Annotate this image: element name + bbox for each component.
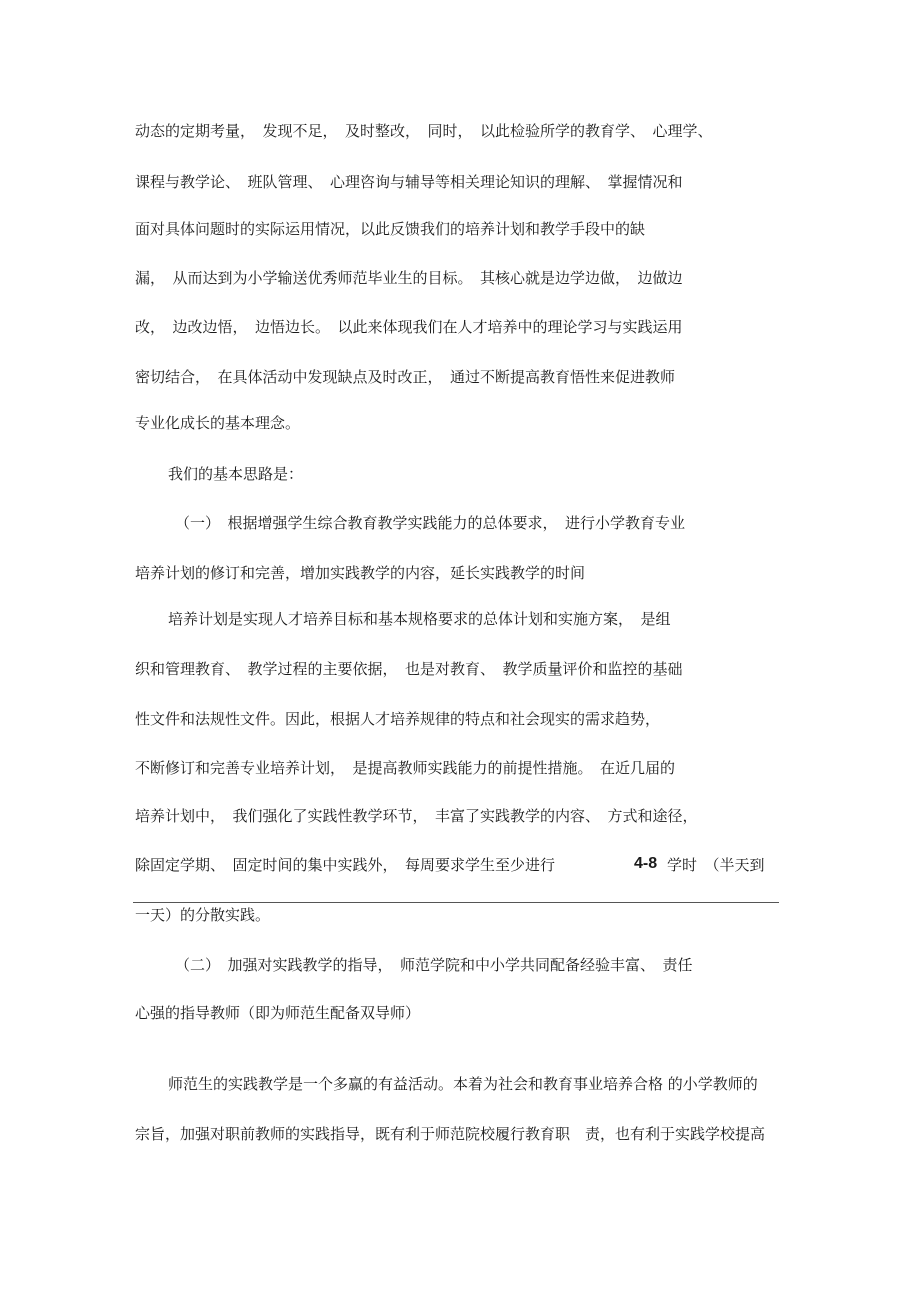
body-text-line: 漏， 从而达到为小学输送优秀师范毕业生的目标。 其核心就是边学边做， 边做边 xyxy=(135,269,683,287)
body-text-line: 密切结合， 在具体活动中发现缺点及时改正， 通过不断提高教育悟性来促进教师 xyxy=(135,368,676,386)
body-text-line: 不断修订和完善专业培养计划， 是提高教师实践能力的前提性措施。 在近几届的 xyxy=(135,759,676,777)
body-text-line: 培养计划中， 我们强化了实践性教学环节， 丰富了实践教学的内容、 方式和途径， xyxy=(135,807,698,825)
body-text-line: 学时 （半天到 xyxy=(667,856,765,874)
body-text-line: 宗旨，加强对职前教师的实践指导，既有利于师范院校履行教育职 责，也有利于实践学校提高 xyxy=(135,1125,766,1143)
section-heading-1: （一） 根据增强学生综合教育教学实践能力的总体要求， 进行小学教育专业 xyxy=(175,514,686,532)
section-heading-2: （二） 加强对实践教学的指导， 师范学院和中小学共同配备经验丰富、 责任 xyxy=(175,956,693,974)
body-text-line: 改， 边改边悟， 边悟边长。 以此来体现我们在人才培养中的理论学习与实践运用 xyxy=(135,318,683,336)
body-text-line: 培养计划是实现人才培养目标和基本规格要求的总体计划和实施方案， 是组 xyxy=(168,610,671,628)
body-text-line: 性文件和法规性文件。因此，根据人才培养规律的特点和社会现实的需求趋势， xyxy=(135,710,661,728)
body-text-line: 织和管理教育、 教学过程的主要依据， 也是对教育、 教学质量评价和监控的基础 xyxy=(135,660,683,678)
hours-range: 4-8 xyxy=(634,855,658,872)
body-text-line: 一天）的分散实践。 xyxy=(135,906,271,924)
section-intro: 我们的基本思路是： xyxy=(168,465,304,483)
body-text-line: 课程与教学论、 班队管理、 心理咨询与辅导等相关理论知识的理解、 掌握情况和 xyxy=(135,173,683,191)
body-text-line: 面对具体问题时的实际运用情况，以此反馈我们的培养计划和教学手段中的缺 xyxy=(135,220,646,238)
body-text-line: 动态的定期考量， 发现不足， 及时整改， 同时， 以此检验所学的教育学、 心理学、 xyxy=(135,122,713,140)
section-heading-1-cont: 培养计划的修订和完善，增加实践教学的内容，延长实践教学的时间 xyxy=(135,564,586,582)
body-text-line: 师范生的实践教学是一个多赢的有益活动。本着为社会和教育事业培养合格 的小学教师的 xyxy=(168,1075,758,1093)
underline-rule xyxy=(133,902,779,903)
body-text-line: 除固定学期、 固定时间的集中实践外， 每周要求学生至少进行 xyxy=(135,856,556,874)
body-text-line: 专业化成长的基本理念。 xyxy=(135,414,301,432)
section-heading-2-cont: 心强的指导教师（即为师范生配备双导师） xyxy=(135,1004,421,1022)
